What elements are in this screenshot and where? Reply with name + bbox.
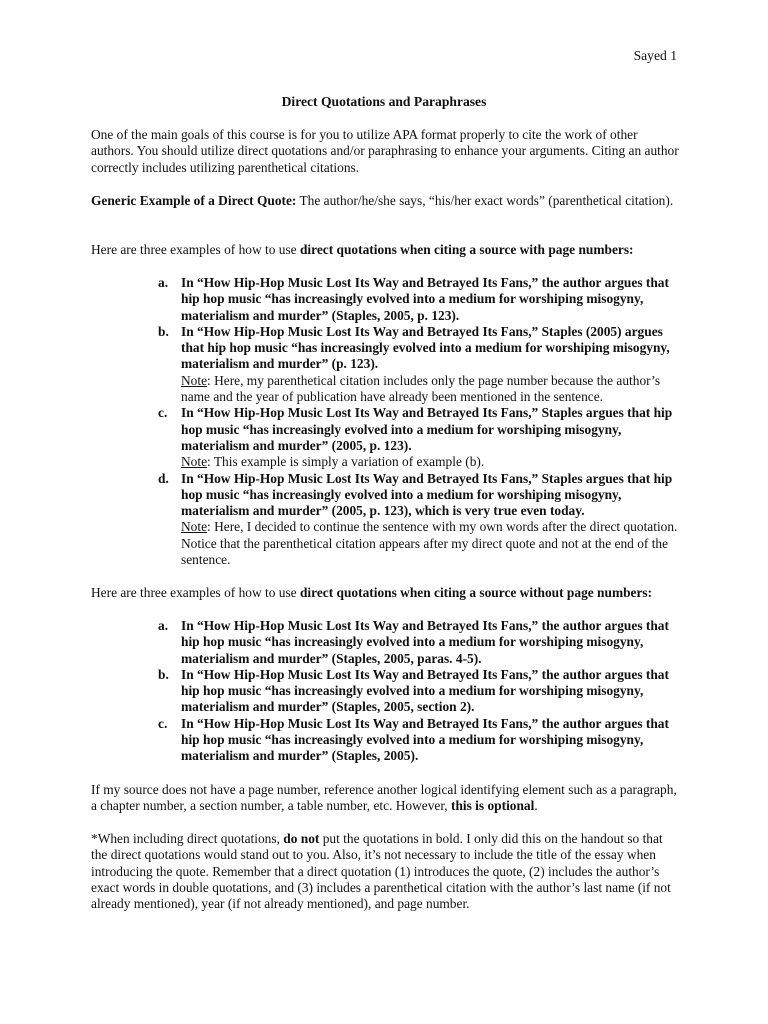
example-quote: In “How Hip-Hop Music Lost Its Way and Betrayed Its Fans,” Staples argues that hip hop music “has increasingly evolved into a medium for worshiping misogyny, materialism and murder” (2005, p. 123), which is very true even today. <box>181 470 673 519</box>
generic-example-paragraph <box>91 193 681 209</box>
list-item <box>155 667 682 716</box>
note-label: Note <box>181 454 208 470</box>
list-marker: b. <box>158 666 169 682</box>
intro-paragraph: One of the main goals of this course is for you to utilize APA format properly to cite the work of other authors. You should utilize direct quotations and/or paraphrasing to enhance your arguments. Citing an author correctly includes utilizing parenthetical citations. <box>91 127 679 175</box>
example-quote: In “How Hip-Hop Music Lost Its Way and Betrayed Its Fans,” the author argues that hip hop music “has increasingly evolved into a medium for worshiping misogyny, materialism and murder” (Staples, 2005). <box>181 715 669 764</box>
optional-end: . <box>534 798 538 814</box>
note-label: Note <box>181 372 208 388</box>
example-quote: In “How Hip-Hop Music Lost Its Way and Betrayed Its Fans,” Staples argues that hip hop music “has increasingly evolved into a medium for worshiping misogyny, materialism and murder” (2005, p. 123). <box>181 405 673 453</box>
final-paragraph <box>91 831 681 912</box>
generic-example-label: Generic Example of a Direct Quote: <box>91 193 297 208</box>
section-without-pages-intro <box>91 585 681 601</box>
section-without-pages-bold: direct quotations when citing a source without page numbers: <box>299 585 653 600</box>
final-rest: put the quotations in bold. I only did this on the handout so that the direct quotations would stand out to you. Also, it’s not necessary to include the title of the essay when introducing the quote. Remember that a direct quotation (1) introduces the quote, (2) includes the author’s exact words in double quotations, and (3) includes a parenthetical citation with the author’s last name (if not already mentioned), year (if not already mentioned), and page number. <box>91 831 671 912</box>
note-text: : Here, I decided to continue the sentence with my own words after the direct quotation. Notice that the parenthetical citation appears after my direct quote and not at the end of the sentence. <box>181 519 678 568</box>
section-without-pages-lead: Here are three examples of how to use <box>91 585 300 600</box>
list-marker: a. <box>158 618 169 633</box>
optional-paragraph <box>91 782 681 815</box>
list-marker: b. <box>158 323 169 339</box>
examples-without-pages-list <box>155 618 682 765</box>
list-item <box>155 275 682 324</box>
page-title: Direct Quotations and Paraphrases <box>281 94 487 109</box>
list-item <box>155 618 682 667</box>
list-marker: c. <box>158 405 168 421</box>
final-start: *When including direct quotations, <box>91 831 284 846</box>
optional-bold: this is optional <box>451 798 535 814</box>
note-text: : Here, my parenthetical citation includes only the page number because the author’s name and the year of publication have already been mentioned in the sentence. <box>181 372 661 405</box>
example-quote: In “How Hip-Hop Music Lost Its Way and Betrayed Its Fans,” the author argues that hip hop music “has increasingly evolved into a medium for worshiping misogyny, materialism and murder” (Staples, 2005, section 2). <box>181 666 669 715</box>
section-with-pages-bold: direct quotations when citing a source with page numbers: <box>299 242 634 257</box>
section-with-pages-intro <box>91 242 681 258</box>
final-bold: do not <box>283 831 320 846</box>
example-quote: In “How Hip-Hop Music Lost Its Way and Betrayed Its Fans,” Staples (2005) argues that hip hop music “has increasingly evolved into a medium for worshiping misogyny, materialism and murder” (p. 123). <box>181 323 670 372</box>
note-text: : This example is simply a variation of example (b). <box>207 454 485 470</box>
example-quote: In “How Hip-Hop Music Lost Its Way and Betrayed Its Fans,” the author argues that hip hop music “has increasingly evolved into a medium for worshiping misogyny, materialism and murder” (Staples, 2005, p. 123). <box>181 275 669 323</box>
note-label: Note <box>181 519 208 535</box>
list-item <box>155 471 682 569</box>
example-quote: In “How Hip-Hop Music Lost Its Way and Betrayed Its Fans,” the author argues that hip hop music “has increasingly evolved into a medium for worshiping misogyny, materialism and murder” (Staples, 2005, paras. 4-5). <box>181 618 669 666</box>
page-header: Sayed 1 <box>633 48 677 63</box>
list-item <box>155 324 682 405</box>
list-item <box>155 405 682 470</box>
section-with-pages-lead: Here are three examples of how to use <box>91 242 300 257</box>
optional-text: If my source does not have a page number, reference another logical identifying element such as a paragraph, a chapter number, a section number, a table number, etc. However, <box>91 782 677 814</box>
list-marker: a. <box>158 275 169 290</box>
examples-with-pages-list <box>155 275 682 568</box>
list-marker: d. <box>158 470 169 486</box>
list-item <box>155 716 682 765</box>
generic-example-text: The author/he/she says, “his/her exact words” (parenthetical citation). <box>296 193 674 208</box>
list-marker: c. <box>158 715 168 731</box>
